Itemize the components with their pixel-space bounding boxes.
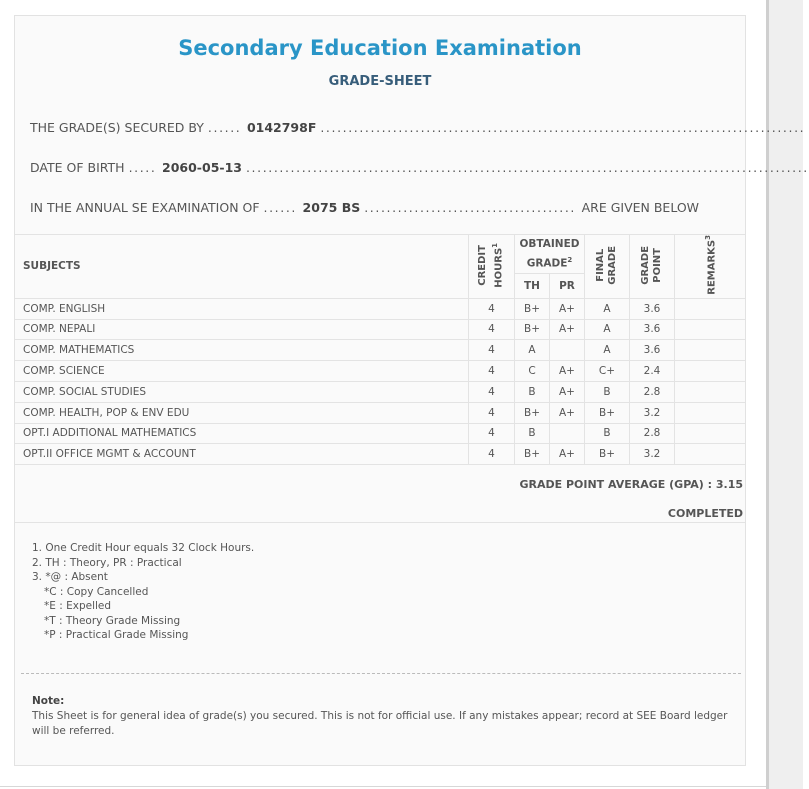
cell-credit: 4 [469, 340, 515, 361]
exam-title: Secondary Education Examination [178, 36, 582, 60]
header-obtained-grade: OBTAINED GRADE$^2$ [515, 235, 585, 274]
cell-subject: COMP. NEPALI [15, 319, 469, 340]
cell-subject: COMP. MATHEMATICS [15, 340, 469, 361]
header-subjects: SUBJECTS [15, 235, 469, 299]
cell-credit: 4 [469, 319, 515, 340]
cell-subject: COMP. SOCIAL STUDIES [15, 381, 469, 402]
footnote-item: 1. One Credit Hour equals 32 Clock Hours. [32, 542, 255, 554]
cell-grade-point: 3.6 [630, 340, 675, 361]
cell-final-grade: B [585, 423, 630, 444]
cell-pr [550, 423, 585, 444]
cell-remarks [675, 423, 746, 444]
section-divider [15, 522, 745, 523]
footnote-item: *C : Copy Cancelled [44, 585, 149, 598]
scrollbar-edge [766, 0, 769, 789]
cell-subject: OPT.I ADDITIONAL MATHEMATICS [15, 423, 469, 444]
footnote-item: *E : Expelled [44, 600, 112, 612]
dashed-divider [21, 673, 741, 674]
cell-th: B+ [515, 402, 550, 423]
secured-by-label: THE GRADE(S) SECURED BY [30, 120, 204, 135]
cell-credit: 4 [469, 381, 515, 402]
header-pr: PR [550, 274, 585, 298]
header-th: TH [515, 274, 550, 298]
cell-final-grade: A [585, 298, 630, 319]
cell-th: B+ [515, 444, 550, 465]
page-scrollbar-track[interactable] [766, 0, 803, 789]
table-row [15, 340, 745, 361]
cell-th: B+ [515, 298, 550, 319]
cell-subject: COMP. ENGLISH [15, 298, 469, 319]
header-final-grade: FINAL GRADE [585, 235, 630, 299]
cell-grade-point: 2.4 [630, 361, 675, 382]
footnote-item: *P : Practical Grade Missing [44, 629, 189, 641]
table-row [15, 319, 745, 340]
gpa-value: GRADE POINT AVERAGE (GPA) : 3.15 [519, 478, 743, 491]
cell-pr: A+ [550, 381, 585, 402]
cell-pr: A+ [550, 444, 585, 465]
cell-pr [550, 340, 585, 361]
dob-label: DATE OF BIRTH [30, 160, 125, 175]
cell-credit: 4 [469, 361, 515, 382]
cell-final-grade: C+ [585, 361, 630, 382]
cell-credit: 4 [469, 298, 515, 319]
cell-grade-point: 3.6 [630, 319, 675, 340]
dob-value: 2060-05-13 [162, 160, 242, 175]
cell-pr: A+ [550, 361, 585, 382]
footnote-item: *T : Theory Grade Missing [44, 614, 181, 627]
cell-grade-point: 2.8 [630, 423, 675, 444]
table-row [15, 444, 745, 465]
sheet-subtitle: GRADE-SHEET [328, 74, 432, 89]
cell-th: B [515, 381, 550, 402]
grades-table [15, 234, 745, 465]
cell-remarks [675, 402, 746, 423]
header-remarks: REMARKS$^3$ [675, 235, 746, 299]
exam-suffix: ARE GIVEN BELOW [581, 200, 700, 215]
exam-label: IN THE ANNUAL SE EXAMINATION OF [30, 200, 260, 215]
cell-remarks [675, 444, 746, 465]
secured-by-line: THE GRADE(S) SECURED BY ...... 0142798F ....................................................................................... [30, 120, 806, 135]
cell-subject: OPT.II OFFICE MGMT & ACCOUNT [15, 444, 469, 465]
cell-credit: 4 [469, 402, 515, 423]
cell-grade-point: 3.2 [630, 402, 675, 423]
exam-year: 2075 BS [302, 200, 361, 215]
dob-line: DATE OF BIRTH ..... 2060-05-13 ..................................................................................................... [30, 160, 809, 175]
cell-pr: A+ [550, 402, 585, 423]
note-label: Note: [32, 695, 65, 707]
table-row [15, 423, 745, 444]
cell-subject: COMP. HEALTH, POP & ENV EDU [15, 402, 469, 423]
cell-pr: A+ [550, 319, 585, 340]
cell-th: B [515, 423, 550, 444]
cell-final-grade: B [585, 381, 630, 402]
footnote-item: 2. TH : Theory, PR : Practical [32, 556, 182, 569]
cell-th: C [515, 361, 550, 382]
cell-remarks [675, 319, 746, 340]
cell-remarks [675, 340, 746, 361]
note-section [32, 694, 732, 739]
table-row [15, 361, 745, 382]
table-row [15, 381, 745, 402]
cell-grade-point: 3.2 [630, 444, 675, 465]
cell-final-grade: A [585, 340, 630, 361]
cell-pr: A+ [550, 298, 585, 319]
cell-final-grade: B+ [585, 444, 630, 465]
bottom-divider [0, 786, 766, 787]
cell-remarks [675, 361, 746, 382]
cell-grade-point: 3.6 [630, 298, 675, 319]
cell-th: B+ [515, 319, 550, 340]
symbol-number: 0142798F [246, 120, 317, 135]
cell-credit: 4 [469, 444, 515, 465]
cell-remarks [675, 381, 746, 402]
exam-line: IN THE ANNUAL SE EXAMINATION OF ...... 2075 BS ...................................... ARE GIVEN BELOW [30, 200, 700, 215]
cell-final-grade: A [585, 319, 630, 340]
cell-remarks [675, 298, 746, 319]
footnotes [32, 541, 254, 643]
grade-sheet [14, 15, 809, 766]
cell-credit: 4 [469, 423, 515, 444]
status-completed: COMPLETED [667, 507, 743, 520]
table-row [15, 402, 745, 423]
cell-subject: COMP. SCIENCE [15, 361, 469, 382]
table-row [15, 298, 745, 319]
cell-final-grade: B+ [585, 402, 630, 423]
cell-grade-point: 2.8 [630, 381, 675, 402]
note-text: This Sheet is for general idea of grade(s) you secured. This is not for official use. If any mistakes appear; record at SEE Board ledger will be referred. [32, 710, 728, 737]
footnote-item: 3. *@ : Absent [32, 571, 108, 583]
header-credit-hours: CREDIT HOURS$^1$ [469, 235, 515, 299]
cell-th: A [515, 340, 550, 361]
header-grade-point: GRADE POINT [630, 235, 675, 299]
